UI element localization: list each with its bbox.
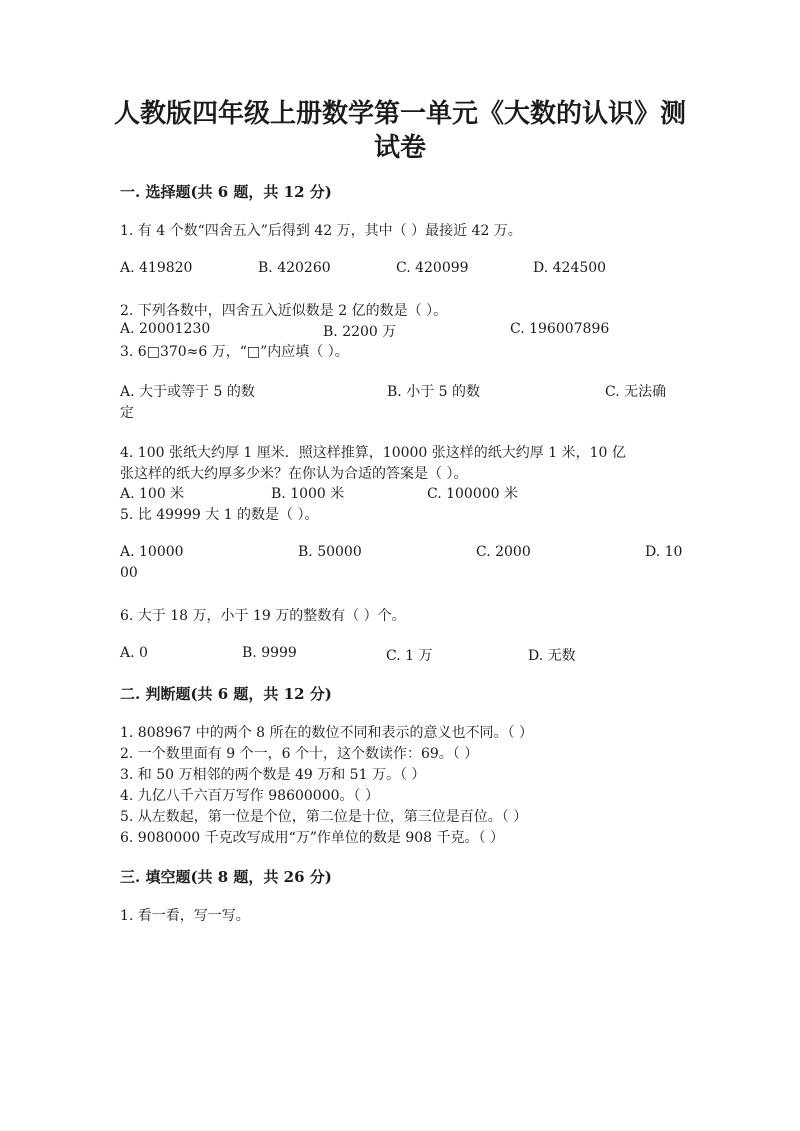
q3-option-c: C. 无法确 xyxy=(605,384,667,400)
q1-option-a: A. 419820 xyxy=(120,260,193,276)
question-4-text-line1: 4. 100 张纸大约厚 1 厘米．照这样推算，10000 张这样的纸大约厚 1 米，10 亿 xyxy=(120,445,626,461)
q4-option-c: C. 100000 米 xyxy=(427,486,519,502)
tf-item-6: 6. 9080000 千克改写成用“万”作单位的数是 908 千克。（ ） xyxy=(120,830,504,846)
question-5-text: 5. 比 49999 大 1 的数是（ ）。 xyxy=(120,507,319,523)
section-heading-true-false: 二. 判断题(共 6 题，共 12 分) xyxy=(120,685,332,703)
exam-title-line2: 试卷 xyxy=(373,133,426,163)
tf-item-2: 2. 一个数里面有 9 个一，6 个十，这个数读作：69。（ ） xyxy=(120,746,479,762)
section-heading-fill-blank: 三. 填空题(共 8 题，共 26 分) xyxy=(120,868,332,886)
q6-option-a: A. 0 xyxy=(120,645,148,661)
q3-option-a: A. 大于或等于 5 的数 xyxy=(120,384,255,400)
q6-option-c: C. 1 万 xyxy=(386,648,433,664)
tf-item-1: 1. 808967 中的两个 8 所在的数位不同和表示的意义也不同。（ ） xyxy=(120,725,533,741)
q4-option-a: A. 100 米 xyxy=(120,486,185,502)
q3-option-c-wrap: 定 xyxy=(120,405,134,421)
question-3-text: 3. 6□370≈6 万，“□”内应填（ ）。 xyxy=(120,344,349,360)
question-6-text: 6. 大于 18 万，小于 19 万的整数有（ ）个。 xyxy=(120,608,406,624)
question-2-text: 2. 下列各数中，四舍五入近似数是 2 亿的数是（ ）。 xyxy=(120,303,448,319)
fill-item-1: 1. 看一看，写一写。 xyxy=(120,908,250,924)
q1-option-b: B. 420260 xyxy=(258,260,331,276)
q1-option-d: D. 424500 xyxy=(533,260,607,276)
exam-title-line1: 人教版四年级上册数学第一单元《大数的认识》测 xyxy=(113,99,686,129)
q6-option-b: B. 9999 xyxy=(242,645,297,661)
question-4-text-line2: 张这样的纸大约厚多少米？在你认为合适的答案是（ ）。 xyxy=(120,466,468,482)
tf-item-3: 3. 和 50 万相邻的两个数是 49 万和 51 万。（ ） xyxy=(120,767,426,783)
q5-option-d-wrap: 00 xyxy=(120,565,138,581)
tf-item-4: 4. 九亿八千六百万写作 98600000。（ ） xyxy=(120,788,379,804)
question-1-text: 1. 有 4 个数“四舍五入”后得到 42 万，其中（ ）最接近 42 万。 xyxy=(120,223,522,239)
q2-option-c: C. 196007896 xyxy=(510,321,610,337)
q5-option-c: C. 2000 xyxy=(476,544,531,560)
q5-option-a: A. 10000 xyxy=(120,544,184,560)
q5-option-b: B. 50000 xyxy=(298,544,362,560)
q2-option-b: B. 2200 万 xyxy=(323,324,397,340)
tf-item-5: 5. 从左数起，第一位是个位，第二位是十位，第三位是百位。（ ） xyxy=(120,809,528,825)
q1-option-c: C. 420099 xyxy=(396,260,469,276)
q6-option-d: D. 无数 xyxy=(528,648,576,664)
section-heading-choice: 一. 选择题(共 6 题，共 12 分) xyxy=(120,183,332,201)
q4-option-b: B. 1000 米 xyxy=(271,486,345,502)
q3-option-b: B. 小于 5 的数 xyxy=(387,384,480,400)
q5-option-d: D. 10 xyxy=(645,544,683,560)
q2-option-a: A. 20001230 xyxy=(120,321,211,337)
